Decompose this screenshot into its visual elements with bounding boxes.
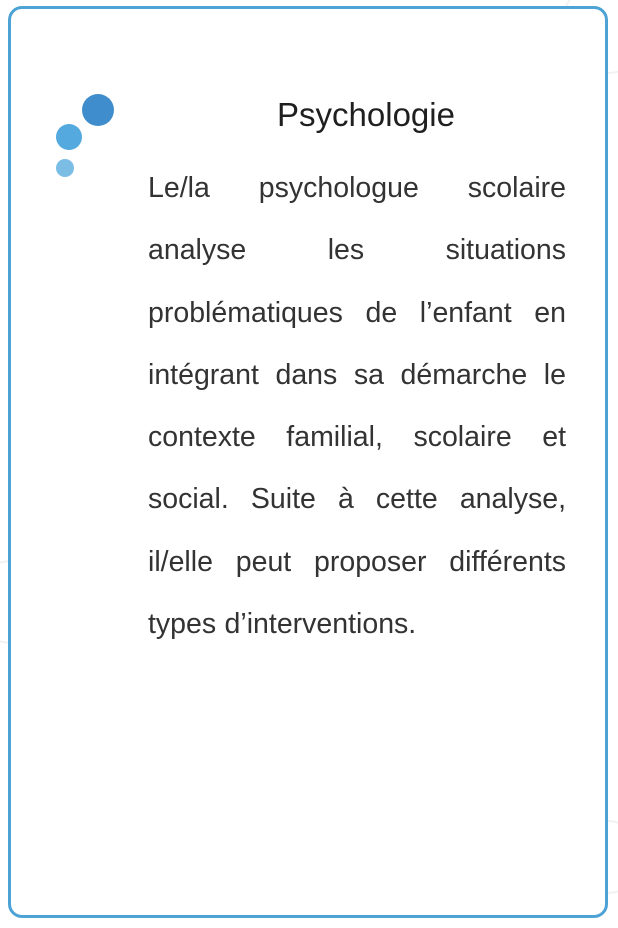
card-description: Le/la psychologue scolaire analyse les situations problématiques de l’enfant en intégrant dans sa démarche le contexte familial, scolaire et social. Suite à cette analyse, il/elle peut proposer différents types d’interventions. (148, 172, 566, 641)
info-card (8, 6, 608, 918)
card-title: Psychologie (277, 96, 455, 133)
dot-medium-icon (56, 124, 82, 150)
dots-icon (11, 9, 141, 209)
dot-small-icon (56, 159, 74, 177)
dot-large-icon (82, 94, 114, 126)
